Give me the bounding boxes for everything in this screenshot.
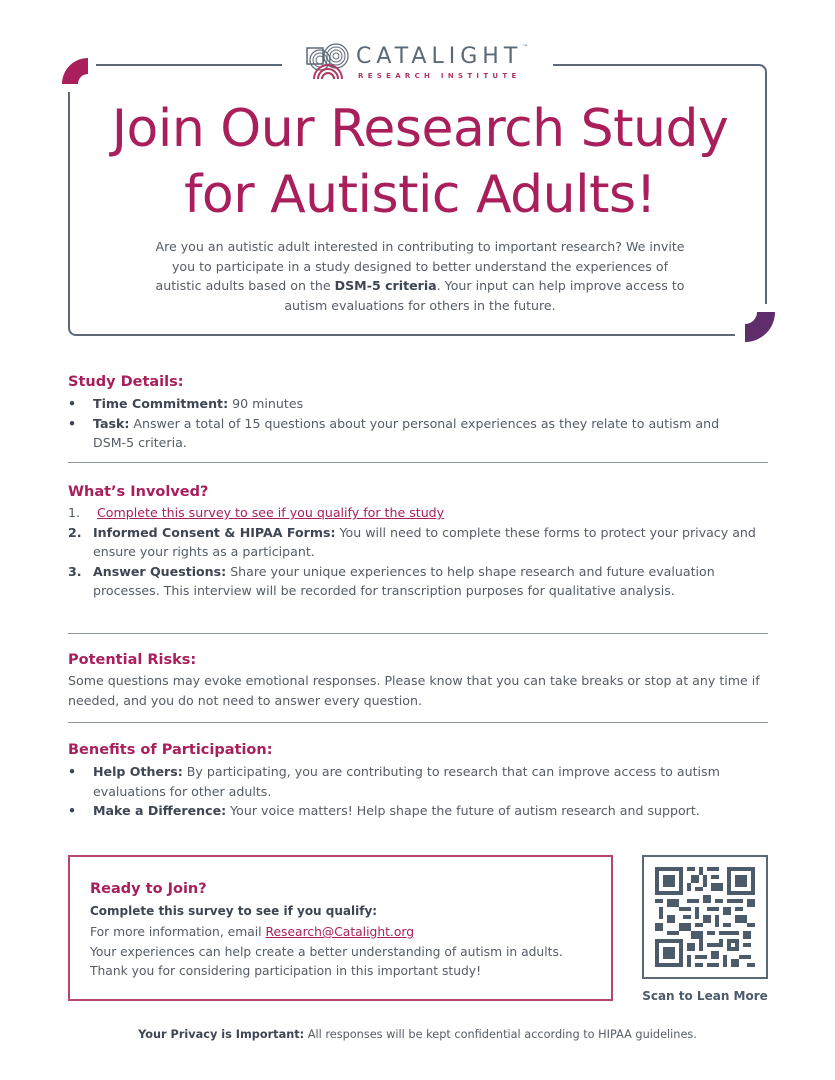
join-closing: Your experiences can help create a better understanding of autism in adults. Thank you for considering participation in this important study! — [90, 944, 563, 978]
benefits-list — [68, 762, 768, 821]
section-divider — [68, 722, 768, 723]
risks-text: Some questions may evoke emotional responses. Please know that you can take breaks or stop at any time if needed, and you do not need to answer every question. — [68, 673, 760, 708]
privacy-footer — [0, 1028, 835, 1041]
ready-to-join-box — [68, 855, 613, 1001]
email-link[interactable]: Research@Catalight.org — [265, 925, 415, 939]
logo-wordmark: CATALIGHT™ — [356, 44, 529, 69]
catalight-logo-icon — [306, 42, 352, 80]
list-item: 3. Answer Questions: Share your unique experiences to help shape research and future evaluation processes. This interview will be recorded for transcription purposes for qualitative analysis. — [68, 563, 715, 598]
purple-corner-accent — [745, 312, 775, 342]
study-details-list — [68, 394, 768, 453]
study-details-heading: Study Details: — [68, 374, 184, 390]
catalight-logo — [306, 42, 536, 82]
join-text: For more information, email Research@Catalight.org Your experiences can help create a better understanding of autism in adults. Thank you for considering participation in this important study! — [90, 925, 563, 978]
join-subheading: Complete this survey to see if you qualify: — [90, 904, 378, 918]
privacy-text: All responses will be kept confidential according to HIPAA guidelines. — [304, 1028, 697, 1041]
section-divider — [68, 462, 768, 463]
qr-code-frame[interactable] — [642, 855, 768, 979]
intro-paragraph: Are you an autistic adult interested in contributing to important research? We invite you to participate in a study designed to better understand the experiences of autistic adults based on the DSM-5 criteria. Your input can help improve access to autism evaluations for others in the future. — [155, 239, 685, 313]
whats-involved-heading: What’s Involved? — [68, 484, 209, 500]
list-item: • Make a Difference: Your voice matters! Help shape the future of autism research and support. — [68, 803, 700, 818]
list-item: • Time Commitment: 90 minutes — [68, 396, 304, 411]
join-heading: Ready to Join? — [90, 881, 207, 897]
whats-involved-list — [68, 503, 768, 601]
frame-bottom-line — [78, 334, 735, 336]
page-title — [70, 96, 770, 228]
list-item: • Task: Answer a total of 15 questions about your personal experiences as they relate to autism and DSM-5 criteria. — [68, 415, 720, 450]
privacy-label: Your Privacy is Important: — [138, 1028, 305, 1041]
title-line-1: Join Our Research Study — [111, 99, 729, 159]
qr-code-icon — [654, 867, 756, 967]
risks-heading: Potential Risks: — [68, 652, 197, 668]
logo-subtitle: RESEARCH INSTITUTE — [358, 72, 521, 80]
dsm5-emphasis: DSM-5 criteria — [334, 278, 437, 293]
qr-caption: Scan to Lean More — [642, 989, 768, 1003]
list-item: 2. Informed Consent & HIPAA Forms: You will need to complete these forms to protect your privacy and ensure your rights as a participant. — [68, 524, 756, 559]
survey-link[interactable]: Complete this survey to see if you qualify for the study — [97, 505, 445, 520]
section-divider — [68, 633, 768, 634]
title-line-2: for Autistic Adults! — [184, 165, 656, 225]
list-item: • Help Others: By participating, you are contributing to research that can improve access to autism evaluations for other adults. — [68, 764, 720, 799]
list-item: 1. Complete this survey to see if you qualify for the study — [68, 505, 445, 520]
frame-top-left-line — [96, 64, 282, 66]
benefits-heading: Benefits of Participation: — [68, 742, 273, 758]
frame-top-right-line — [553, 64, 758, 66]
magenta-corner-accent — [62, 58, 88, 84]
